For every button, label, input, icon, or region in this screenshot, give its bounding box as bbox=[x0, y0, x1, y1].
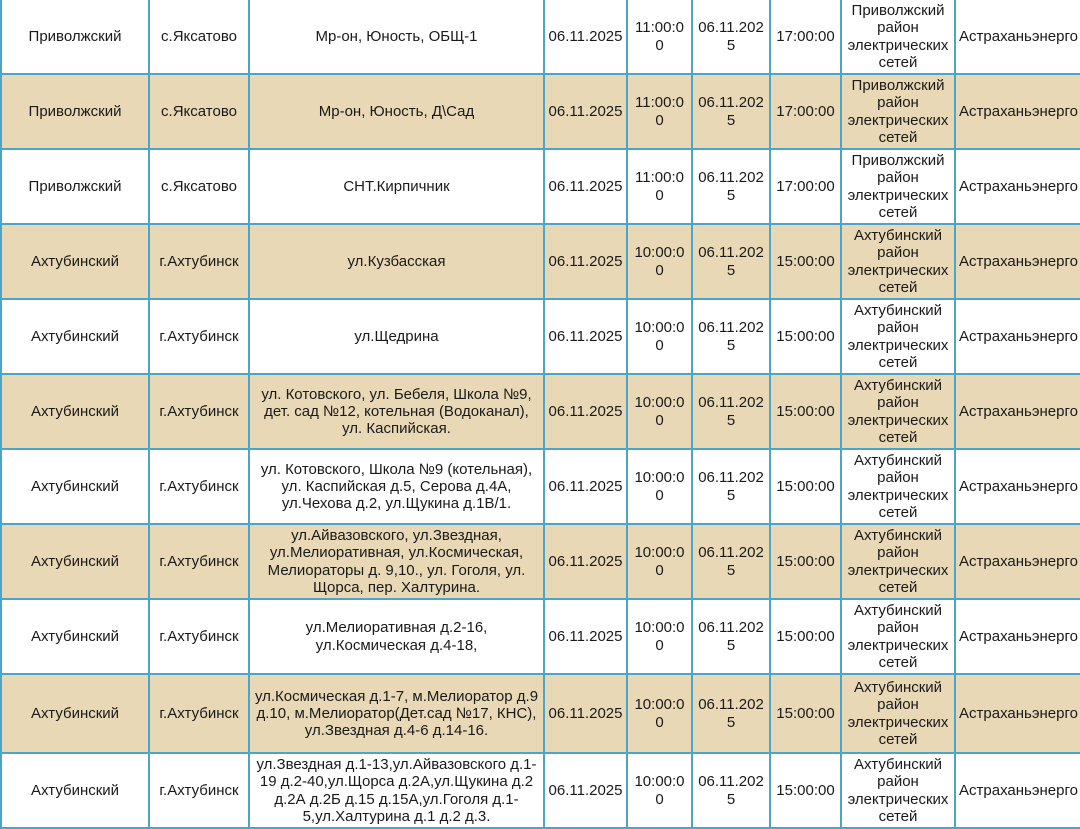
cell-start-date: 06.11.2025 bbox=[544, 299, 627, 374]
cell-start-time: 10:00:00 bbox=[627, 299, 692, 374]
cell-address: ул.Щедрина bbox=[249, 299, 544, 374]
cell-organization: Ахтубинский район электрических сетей bbox=[841, 753, 955, 828]
table-row bbox=[1, 74, 1080, 149]
table-row bbox=[1, 224, 1080, 299]
table-row bbox=[1, 374, 1080, 449]
table-row bbox=[1, 299, 1080, 374]
cell-end-time: 15:00:00 bbox=[770, 674, 841, 753]
cell-organization: Ахтубинский район электрических сетей bbox=[841, 374, 955, 449]
cell-end-date: 06.11.2025 bbox=[692, 224, 770, 299]
cell-organization: Ахтубинский район электрических сетей bbox=[841, 299, 955, 374]
cell-end-time: 15:00:00 bbox=[770, 374, 841, 449]
cell-start-date: 06.11.2025 bbox=[544, 224, 627, 299]
table-row bbox=[1, 599, 1080, 674]
cell-end-date: 06.11.2025 bbox=[692, 299, 770, 374]
cell-district: Приволжский bbox=[1, 0, 149, 74]
table-row bbox=[1, 449, 1080, 524]
cell-start-time: 10:00:00 bbox=[627, 224, 692, 299]
cell-address: ул.Звездная д.1-13,ул.Айвазовского д.1-19 д.2-40,ул.Щорса д.2А,ул.Щукина д.2 д.2А д.2Б д.15 д.15А,ул.Гоголя д.1-5,ул.Халтурина д.1 д.2 д.3. bbox=[249, 753, 544, 828]
cell-address: ул.Айвазовского, ул.Звездная, ул.Мелиоративная, ул.Космическая, Мелиораторы д. 9,10., ул. Гоголя, ул. Щорса, пер. Халтурина. bbox=[249, 524, 544, 599]
cell-address: Мр-он, Юность, Д\Сад bbox=[249, 74, 544, 149]
cell-address: Мр-он, Юность, ОБЩ-1 bbox=[249, 0, 544, 74]
cell-organization: Приволжский район электрических сетей bbox=[841, 149, 955, 224]
cell-company: Астраханьэнерго bbox=[955, 224, 1080, 299]
cell-settlement: с.Яксатово bbox=[149, 149, 249, 224]
cell-company: Астраханьэнерго bbox=[955, 374, 1080, 449]
cell-organization: Ахтубинский район электрических сетей bbox=[841, 524, 955, 599]
cell-settlement: с.Яксатово bbox=[149, 0, 249, 74]
cell-district: Ахтубинский bbox=[1, 599, 149, 674]
cell-end-time: 15:00:00 bbox=[770, 224, 841, 299]
cell-organization: Ахтубинский район электрических сетей bbox=[841, 224, 955, 299]
cell-end-time: 15:00:00 bbox=[770, 753, 841, 828]
cell-district: Приволжский bbox=[1, 149, 149, 224]
cell-organization: Ахтубинский район электрических сетей bbox=[841, 599, 955, 674]
cell-address: ул.Космическая д.1-7, м.Мелиоратор д.9 д.10, м.Мелиоратор(Дет.сад №17, КНС), ул.Звездная д.4-6 д.14-16. bbox=[249, 674, 544, 753]
cell-start-date: 06.11.2025 bbox=[544, 674, 627, 753]
cell-start-time: 11:00:00 bbox=[627, 149, 692, 224]
cell-company: Астраханьэнерго bbox=[955, 149, 1080, 224]
cell-company: Астраханьэнерго bbox=[955, 0, 1080, 74]
cell-settlement: г.Ахтубинск bbox=[149, 449, 249, 524]
cell-end-date: 06.11.2025 bbox=[692, 374, 770, 449]
cell-start-time: 11:00:00 bbox=[627, 74, 692, 149]
cell-start-date: 06.11.2025 bbox=[544, 753, 627, 828]
cell-address: СНТ.Кирпичник bbox=[249, 149, 544, 224]
cell-company: Астраханьэнерго bbox=[955, 753, 1080, 828]
cell-district: Ахтубинский bbox=[1, 753, 149, 828]
cell-start-time: 10:00:00 bbox=[627, 599, 692, 674]
cell-start-time: 10:00:00 bbox=[627, 753, 692, 828]
table-row bbox=[1, 0, 1080, 74]
cell-address: ул.Кузбасская bbox=[249, 224, 544, 299]
cell-company: Астраханьэнерго bbox=[955, 449, 1080, 524]
cell-settlement: г.Ахтубинск bbox=[149, 374, 249, 449]
cell-start-date: 06.11.2025 bbox=[544, 74, 627, 149]
table-row bbox=[1, 524, 1080, 599]
cell-district: Ахтубинский bbox=[1, 524, 149, 599]
cell-start-date: 06.11.2025 bbox=[544, 149, 627, 224]
cell-end-time: 15:00:00 bbox=[770, 449, 841, 524]
cell-settlement: г.Ахтубинск bbox=[149, 224, 249, 299]
cell-end-date: 06.11.2025 bbox=[692, 599, 770, 674]
cell-district: Ахтубинский bbox=[1, 449, 149, 524]
cell-start-date: 06.11.2025 bbox=[544, 524, 627, 599]
cell-district: Ахтубинский bbox=[1, 674, 149, 753]
cell-end-time: 17:00:00 bbox=[770, 0, 841, 74]
cell-end-time: 17:00:00 bbox=[770, 149, 841, 224]
cell-district: Ахтубинский bbox=[1, 224, 149, 299]
cell-end-date: 06.11.2025 bbox=[692, 74, 770, 149]
cell-start-time: 10:00:00 bbox=[627, 674, 692, 753]
cell-end-date: 06.11.2025 bbox=[692, 524, 770, 599]
cell-settlement: г.Ахтубинск bbox=[149, 299, 249, 374]
cell-company: Астраханьэнерго bbox=[955, 299, 1080, 374]
cell-company: Астраханьэнерго bbox=[955, 599, 1080, 674]
cell-address: ул. Котовского, ул. Бебеля, Школа №9, дет. сад №12, котельная (Водоканал), ул. Каспийская. bbox=[249, 374, 544, 449]
cell-end-date: 06.11.2025 bbox=[692, 449, 770, 524]
cell-start-date: 06.11.2025 bbox=[544, 374, 627, 449]
cell-end-time: 15:00:00 bbox=[770, 299, 841, 374]
table-row bbox=[1, 753, 1080, 828]
cell-district: Ахтубинский bbox=[1, 374, 149, 449]
cell-settlement: г.Ахтубинск bbox=[149, 524, 249, 599]
cell-address: ул. Котовского, Школа №9 (котельная), ул. Каспийская д.5, Серова д.4А, ул.Чехова д.2, ул.Щукина д.1В/1. bbox=[249, 449, 544, 524]
cell-start-date: 06.11.2025 bbox=[544, 449, 627, 524]
cell-start-date: 06.11.2025 bbox=[544, 0, 627, 74]
cell-company: Астраханьэнерго bbox=[955, 74, 1080, 149]
cell-settlement: г.Ахтубинск bbox=[149, 753, 249, 828]
cell-end-time: 15:00:00 bbox=[770, 599, 841, 674]
cell-organization: Ахтубинский район электрических сетей bbox=[841, 449, 955, 524]
cell-settlement: г.Ахтубинск bbox=[149, 599, 249, 674]
cell-company: Астраханьэнерго bbox=[955, 524, 1080, 599]
cell-start-time: 10:00:00 bbox=[627, 374, 692, 449]
cell-end-time: 15:00:00 bbox=[770, 524, 841, 599]
cell-end-date: 06.11.2025 bbox=[692, 149, 770, 224]
cell-end-time: 17:00:00 bbox=[770, 74, 841, 149]
cell-organization: Ахтубинский район электрических сетей bbox=[841, 674, 955, 753]
cell-company: Астраханьэнерго bbox=[955, 674, 1080, 753]
cell-organization: Приволжский район электрических сетей bbox=[841, 0, 955, 74]
cell-district: Приволжский bbox=[1, 74, 149, 149]
cell-organization: Приволжский район электрических сетей bbox=[841, 74, 955, 149]
table-row bbox=[1, 149, 1080, 224]
cell-start-date: 06.11.2025 bbox=[544, 599, 627, 674]
cell-end-date: 06.11.2025 bbox=[692, 0, 770, 74]
cell-district: Ахтубинский bbox=[1, 299, 149, 374]
cell-start-time: 10:00:00 bbox=[627, 524, 692, 599]
cell-end-date: 06.11.2025 bbox=[692, 753, 770, 828]
table-row bbox=[1, 674, 1080, 753]
outage-table-body bbox=[1, 0, 1080, 829]
cell-settlement: с.Яксатово bbox=[149, 74, 249, 149]
cell-address: ул.Мелиоративная д.2-16, ул.Космическая д.4-18, bbox=[249, 599, 544, 674]
cell-start-time: 11:00:00 bbox=[627, 0, 692, 74]
cell-settlement: г.Ахтубинск bbox=[149, 674, 249, 753]
cell-end-date: 06.11.2025 bbox=[692, 674, 770, 753]
cell-start-time: 10:00:00 bbox=[627, 449, 692, 524]
